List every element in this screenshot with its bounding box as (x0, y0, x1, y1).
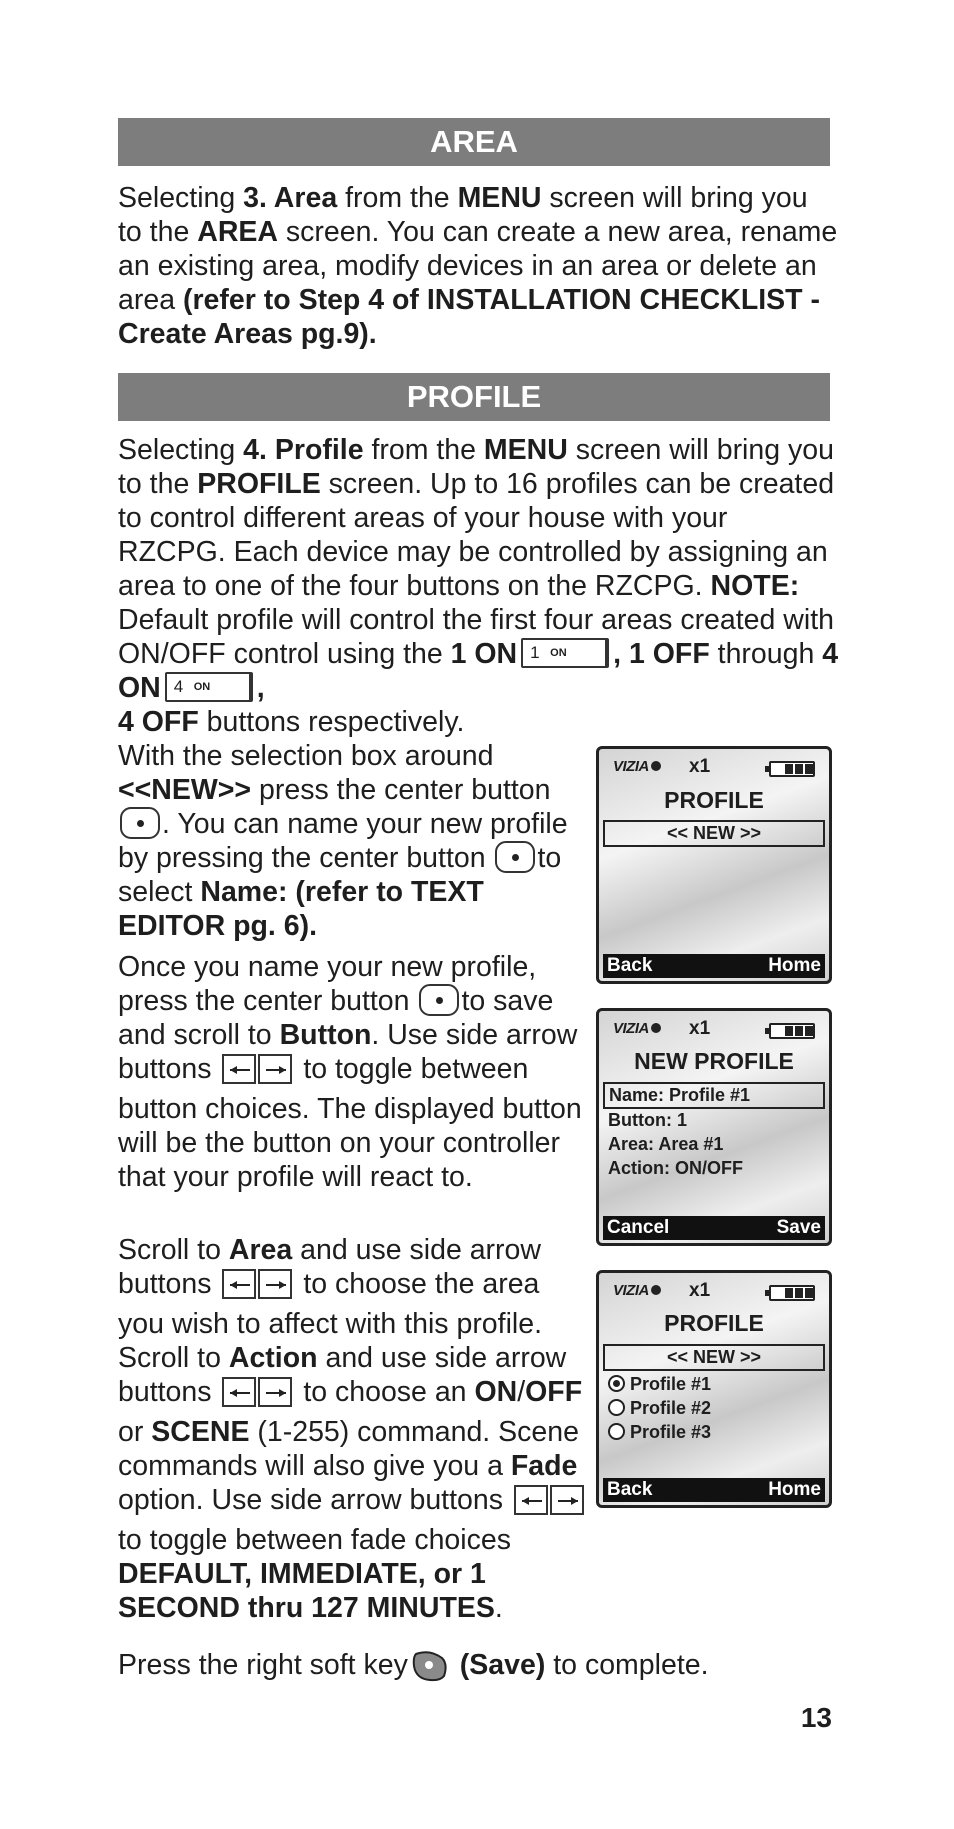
save-soft-key[interactable]: Save (776, 1217, 821, 1238)
area-setting[interactable]: Area: Area #1 (608, 1134, 724, 1154)
new-profile-paragraph: With the selection box around <<NEW>> press the center button . You can name your new profile by pressing the center button to select Name: (refer to TEXT EDITOR pg. 6). (118, 740, 568, 942)
center-button-icon (419, 984, 459, 1016)
vizia-logo: VIZIA (613, 1282, 661, 1299)
battery-icon (769, 761, 815, 777)
battery-icon (769, 1285, 815, 1301)
side-arrow-buttons-icon (514, 1485, 584, 1523)
cancel-soft-key[interactable]: Cancel (607, 1217, 670, 1238)
one-on-button-icon: 1 ON (521, 638, 609, 668)
side-arrow-buttons-icon (222, 1269, 292, 1307)
new-profile-item[interactable]: << NEW >> (603, 820, 825, 847)
action-setting[interactable]: Action: ON/OFF (608, 1158, 743, 1178)
area-scroll-paragraph: Scroll to Area and use side arrow buttons to choose the area you wish to affect with this profile. (118, 1234, 543, 1340)
battery-icon (769, 1023, 815, 1039)
profile-option[interactable]: Profile #3 (608, 1421, 711, 1443)
center-button-icon (495, 841, 535, 873)
profile-intro-paragraph: Selecting 4. Profile from the MENU screen will bring you to the PROFILE screen. Up to 16 profiles can be created to control different areas of your house with your RZCPG. Each device may be controlled by assigning an area to one of the four buttons on the RZCPG. NOTE: Default profile will control the first four areas created with ON/OFF control using the 1 ON 1 ON , 1 OFF through 4 ON 4 ON , 4 OFF buttons respectively. (118, 434, 839, 738)
profile-option[interactable]: Profile #2 (608, 1397, 711, 1419)
device-screen-profile (596, 746, 832, 984)
button-paragraph: Once you name your new profile, press the center button to save and scroll to Button. Use side arrow buttons to toggle between button choices. The displayed button will be the button on your controller that your profile will react to. (118, 951, 582, 1193)
soft-key-bar (603, 1216, 825, 1240)
name-field[interactable]: Name: Profile #1 (603, 1082, 825, 1109)
back-soft-key[interactable]: Back (607, 955, 653, 976)
area-paragraph: Selecting 3. Area from the MENU screen will bring you to the AREA screen. You can create a new area, rename an existing area, modify devices in an area or delete an area (refer to Step 4 of INSTALLATION CHECKLIST - Create Areas pg.9). (118, 182, 838, 350)
screen-title: PROFILE (664, 787, 764, 813)
device-screen-profile-list (596, 1270, 832, 1508)
profile-heading: PROFILE (118, 373, 830, 421)
radio-icon (608, 1399, 625, 1416)
vizia-logo: VIZIA (613, 1020, 661, 1037)
radio-selected-icon (608, 1375, 625, 1392)
count-indicator: x1 (689, 756, 711, 777)
home-soft-key[interactable]: Home (768, 1479, 821, 1500)
home-soft-key[interactable]: Home (768, 955, 821, 976)
page-number: 13 (800, 1702, 832, 1733)
count-indicator: x1 (689, 1018, 711, 1039)
radio-icon (608, 1423, 625, 1440)
side-arrow-buttons-icon (222, 1377, 292, 1415)
vizia-logo: VIZIA (613, 758, 661, 775)
button-setting[interactable]: Button: 1 (608, 1110, 687, 1130)
four-on-button-icon: 4 ON (165, 672, 253, 702)
soft-key-bar (603, 954, 825, 978)
status-bar (609, 754, 819, 780)
count-indicator: x1 (689, 1280, 711, 1301)
screen-title: PROFILE (664, 1310, 764, 1336)
right-soft-key-icon (410, 1648, 450, 1682)
side-arrow-buttons-icon (222, 1054, 292, 1092)
new-profile-item[interactable]: << NEW >> (603, 1344, 825, 1371)
save-paragraph: Press the right soft key (Save) to complete. (118, 1649, 709, 1681)
status-bar (609, 1016, 819, 1042)
action-paragraph: Scroll to Action and use side arrow buttons to choose an ON/OFF or SCENE (1-255) command. Scene commands will also give you a Fade option. Use side arrow buttons to toggle between fade choices DEFAULT, IMMEDIATE, or 1 SECOND thru 127 MINUTES. (118, 1342, 583, 1624)
back-soft-key[interactable]: Back (607, 1479, 653, 1500)
screen-title: NEW PROFILE (634, 1048, 794, 1074)
device-screen-new-profile (596, 1008, 832, 1246)
soft-key-bar (603, 1478, 825, 1502)
area-heading: AREA (118, 118, 830, 166)
profile-option[interactable]: Profile #1 (608, 1373, 711, 1395)
center-button-icon (120, 807, 160, 839)
status-bar (609, 1278, 819, 1304)
